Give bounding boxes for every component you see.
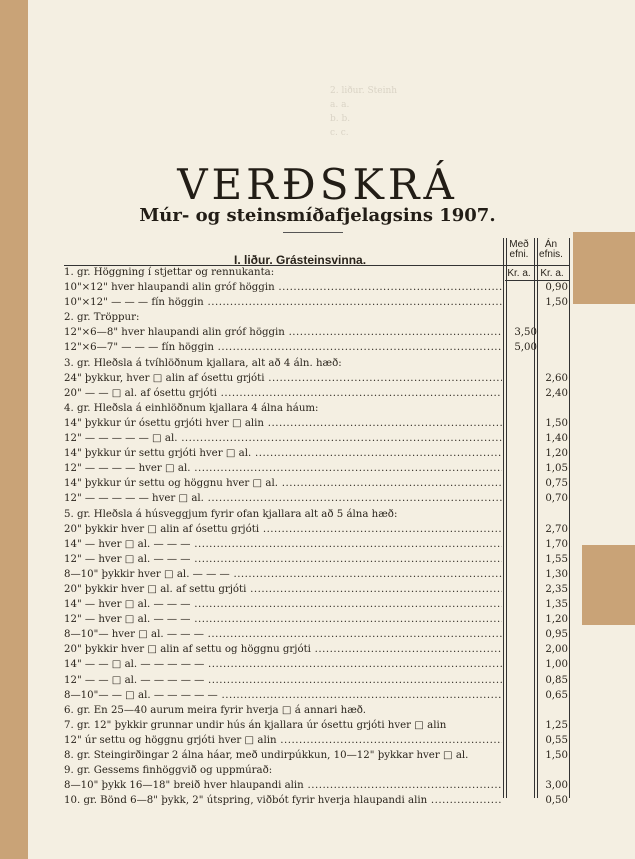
price-without-material: 1,00	[545, 659, 568, 671]
table-row	[64, 718, 569, 733]
row-description: 10. gr. Bönd 6—8" þykk, 2" útspring, viðbót fyrir hverja hlaupandi alin .....	[64, 793, 502, 808]
row-description: 20" — — □ al. af ósettu grjóti .....	[64, 386, 502, 401]
table-row	[64, 280, 569, 295]
price-without-material: 1,50	[545, 750, 568, 761]
table-row	[64, 688, 569, 703]
unit-without: Kr. a.	[540, 268, 564, 279]
price-without-material: 1,20	[545, 448, 568, 460]
row-description: 12" — hver □ al. — — — .....	[64, 612, 502, 627]
table-row	[64, 340, 569, 355]
row-description: 20" þykkir hver □ alin af settu og höggnu grjóti .....	[64, 642, 502, 657]
row-description: 10"×12" hver hlaupandi alin gróf höggin .....	[64, 280, 502, 295]
table-row	[64, 371, 569, 386]
row-description: 8—10"— — □ al. — — — — — .....	[64, 688, 502, 703]
show-through-text: 2. liður. Steinh a. a. b. b. c. c.	[330, 86, 398, 138]
price-without-material: 0,70	[545, 493, 568, 505]
price-table	[64, 265, 569, 808]
page-title: VERÐSKRÁ	[177, 160, 458, 209]
table-row	[64, 476, 569, 491]
table-row	[64, 310, 569, 325]
row-description: 1. gr. Höggning í stjettar og rennukanta:	[64, 267, 275, 278]
table-row	[64, 522, 569, 537]
table-row	[64, 295, 569, 310]
row-description: 12"×6—7" — — — fín höggin .....	[64, 340, 502, 355]
column-header-without-material: Án efnis.	[539, 239, 563, 260]
price-without-material: 3,00	[545, 780, 568, 792]
column-header-with-material: Með efni.	[509, 239, 529, 260]
row-description: 12"×6—8" hver hlaupandi alin gróf höggin .....	[64, 325, 502, 340]
table-row	[64, 356, 569, 371]
table-row	[64, 567, 569, 582]
table-row	[64, 627, 569, 642]
price-without-material: 0,85	[545, 674, 568, 686]
row-description: 10"×12" — — — fín höggin .....	[64, 295, 502, 310]
title-rule	[283, 232, 343, 233]
price-without-material: 1,70	[545, 538, 568, 550]
table-row	[64, 265, 569, 280]
price-without-material: 0,65	[545, 689, 568, 701]
table-row	[64, 446, 569, 461]
price-without-material: 2,35	[545, 583, 568, 595]
table-row	[64, 703, 569, 718]
price-without-material: 1,50	[545, 297, 568, 309]
table-row	[64, 748, 569, 763]
table-row	[64, 793, 569, 808]
table-row	[64, 778, 569, 793]
row-description: 14" þykkur úr settu og höggnu hver □ al. .....	[64, 476, 502, 491]
price-without-material: 2,00	[545, 644, 568, 656]
unit-with: Kr. a.	[507, 268, 531, 279]
row-description: 12" — — — — hver □ al. .....	[64, 461, 502, 476]
row-description: 14" — hver □ al. — — — .....	[64, 537, 502, 552]
price-without-material: 1,05	[545, 463, 568, 475]
row-description: 5. gr. Hleðsla á húsveggjum fyrir ofan kjallara alt að 5 álna hæð:	[64, 508, 398, 520]
row-description: 4. gr. Hleðsla á einhlöðnum kjallara 4 álna háum:	[64, 402, 319, 414]
price-with-material: 3,50	[514, 327, 537, 339]
table-row	[64, 657, 569, 672]
row-description: 8—10" þykk 16—18" breið hver hlaupandi alin .....	[64, 778, 502, 793]
price-without-material: 0,75	[545, 478, 568, 490]
page-subtitle: Múr- og steinsmíðafjelagsins 1907.	[139, 205, 496, 226]
table-row	[64, 507, 569, 522]
row-description: 3. gr. Hleðsla á tvíhlöðnum kjallara, alt að 4 áln. hæð:	[64, 357, 342, 369]
table-row	[64, 325, 569, 340]
price-without-material: 2,70	[545, 523, 568, 535]
table-row	[64, 552, 569, 567]
price-without-material: 0,50	[545, 795, 568, 807]
table-row	[64, 491, 569, 506]
price-without-material: 1,50	[545, 417, 568, 429]
row-description: 12" — — — — — hver □ al. .....	[64, 491, 502, 506]
table-row	[64, 582, 569, 597]
table-row	[64, 733, 569, 748]
table-row	[64, 537, 569, 552]
row-description: 12" — — □ al. — — — — — .....	[64, 673, 502, 688]
row-description: 8. gr. Steingirðingar 2 álna háar, með undirpúkkun, 10—12" þykkar hver □ al.	[64, 750, 469, 761]
price-without-material: 1,30	[545, 568, 568, 580]
table-row	[64, 416, 569, 431]
row-description: 8—10"— hver □ al. — — — .....	[64, 627, 502, 642]
row-description: 8—10" þykkir hver □ al. — — — .....	[64, 567, 502, 582]
row-description: 12" úr settu og höggnu grjóti hver □ alin .....	[64, 733, 502, 748]
row-description: 7. gr. 12" þykkir grunnar undir hús án kjallara úr ósettu grjóti hver □ alin	[64, 719, 447, 731]
row-description: 9. gr. Gessems finhöggvið og uppmúrað:	[64, 765, 273, 777]
price-without-material: 0,55	[545, 734, 568, 746]
price-without-material: 0,90	[545, 282, 568, 294]
price-without-material: 1,25	[545, 719, 568, 731]
price-without-material: 1,20	[545, 614, 568, 626]
table-row	[64, 386, 569, 401]
table-row	[64, 461, 569, 476]
table-row	[64, 612, 569, 627]
row-description: 12" — — — — — □ al. .....	[64, 431, 502, 446]
row-description: 14" — hver □ al. — — — .....	[64, 597, 502, 612]
table-row	[64, 673, 569, 688]
row-description: 20" þykkir hver □ alin af ósettu grjóti .....	[64, 522, 502, 537]
table-row	[64, 763, 569, 778]
price-without-material: 2,40	[545, 387, 568, 399]
row-description: 14" þykkur úr settu grjóti hver □ al. .....	[64, 446, 502, 461]
price-without-material: 1,40	[545, 433, 568, 445]
row-description: 14" þykkur úr ósettu grjóti hver □ alin .....	[64, 416, 502, 431]
paper-tab-lower	[582, 545, 635, 625]
row-description: 14" — — □ al. — — — — — .....	[64, 657, 502, 672]
row-description: 12" — hver □ al. — — — .....	[64, 552, 502, 567]
row-description: 6. gr. En 25—40 aurum meira fyrir hverja □ á annari hæð.	[64, 704, 366, 716]
table-row	[64, 642, 569, 657]
row-description: 20" þykkir hver □ al. af settu grjóti .....	[64, 582, 502, 597]
price-with-material: 5,00	[514, 342, 537, 354]
table-row	[64, 431, 569, 446]
section-title: I. liður. Grásteinsvinna.	[234, 253, 367, 267]
table-row	[64, 401, 569, 416]
row-description: 24" þykkur, hver □ alin af ósettu grjóti .....	[64, 371, 502, 386]
price-without-material: 1,35	[545, 599, 568, 611]
price-without-material: 1,55	[545, 553, 568, 565]
column-divider-right	[569, 238, 570, 798]
price-without-material: 2,60	[545, 372, 568, 384]
price-without-material: 0,95	[545, 629, 568, 641]
row-description: 2. gr. Tröppur:	[64, 312, 140, 324]
table-row	[64, 597, 569, 612]
paper-tab-upper	[573, 232, 635, 304]
